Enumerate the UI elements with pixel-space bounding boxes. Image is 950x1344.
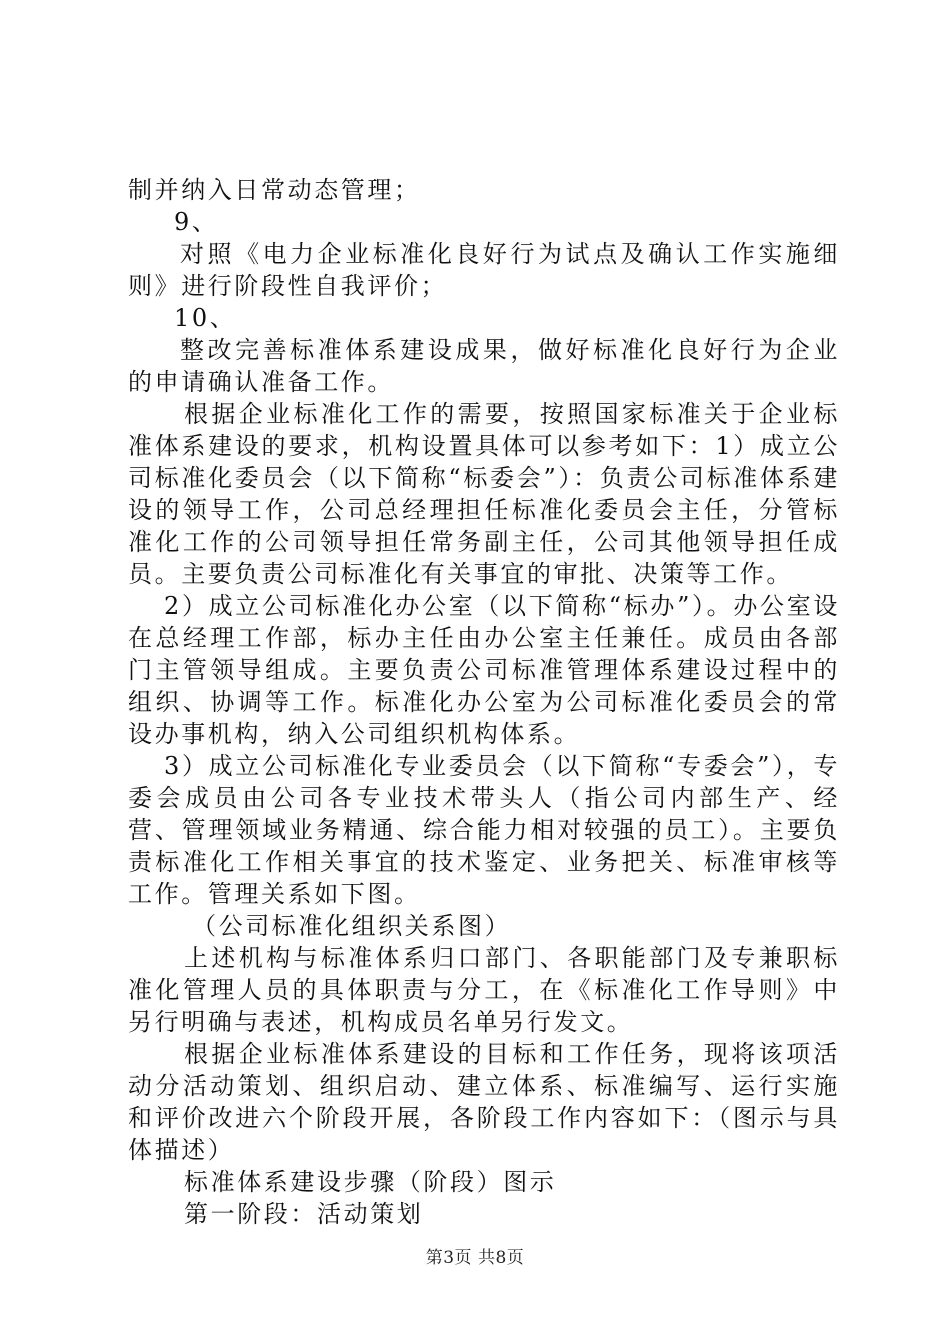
list-number-10: 10、: [174, 304, 237, 332]
paragraph-continuation: 制并纳入日常动态管理；: [128, 176, 421, 204]
section-heading-stage-one: 第一阶段：活动策划: [184, 1200, 424, 1228]
paragraph-committee: 根据企业标准化工作的需要，按照国家标准关于企业标准体系建设的要求，机构设置具体可以参考如下：1）成立公司标准化委员会（以下简称“标委会”）：负责公司标准体系建设的领导工作，公司总经理担任标准化委员会主任，分管标准化工作的公司领导担任常务副主任，公司其他领导担任成员。主要负责公司标准化有关事宜的审批、决策等工作。: [128, 400, 840, 588]
document-body: [128, 174, 840, 1230]
paragraph-professional-committee: 3）成立公司标准化专业委员会（以下简称“专委会”），专委会成员由公司各专业技术带头人（指公司内部生产、经营、管理领域业务精通、综合能力相对较强的员工）。主要负责标准化工作相关事宜的技术鉴定、业务把关、标准审核等工作。管理关系如下图。: [128, 752, 840, 908]
page-footer: 第3页 共8页: [425, 1248, 525, 1268]
list-number-9: 9、: [174, 208, 219, 236]
figure-caption-organization: （公司标准化组织关系图）: [192, 912, 512, 940]
paragraph-rectification: 整改完善标准体系建设成果，做好标准化良好行为企业的申请确认准备工作。: [128, 336, 840, 396]
paragraph-self-evaluation: 对照《电力企业标准化良好行为试点及确认工作实施细则》进行阶段性自我评价；: [128, 240, 840, 300]
figure-caption-steps: 标准体系建设步骤（阶段）图示: [184, 1168, 557, 1196]
paragraph-stages: 根据企业标准体系建设的目标和工作任务，现将该项活动分活动策划、组织启动、建立体系、标准编写、运行实施和评价改进六个阶段开展，各阶段工作内容如下：（图示与具体描述）: [128, 1040, 840, 1164]
paragraph-office: 2）成立公司标准化办公室（以下简称“标办”）。办公室设在总经理工作部，标办主任由办公室主任兼任。成员由各部门主管领导组成。主要负责公司标准管理体系建设过程中的组织、协调等工作。标准化办公室为公司标准化委员会的常设办事机构，纳入公司组织机构体系。: [128, 592, 840, 748]
paragraph-responsibilities: 上述机构与标准体系归口部门、各职能部门及专兼职标准化管理人员的具体职责与分工，在《标准化工作导则》中另行明确与表述，机构成员名单另行发文。: [128, 944, 840, 1036]
